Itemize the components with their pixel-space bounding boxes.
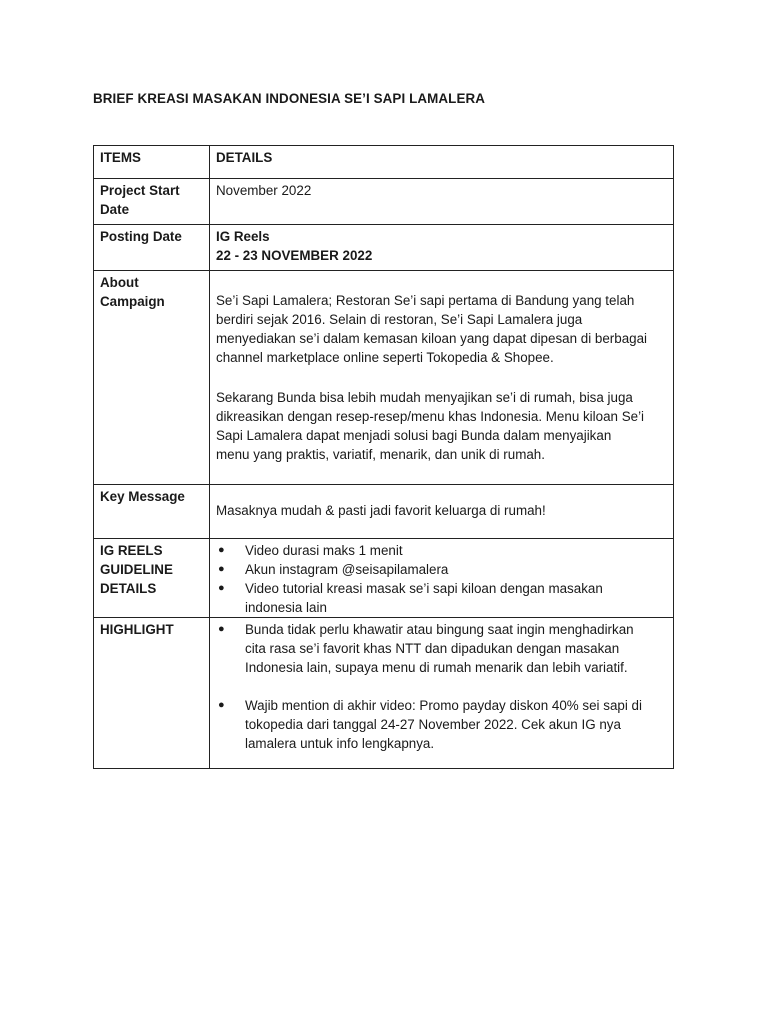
project-start-value: November 2022 xyxy=(210,179,674,225)
text-line: menyediakan se’i dalam kemasan kiloan yang dapat dipesan di berbagai xyxy=(216,331,648,346)
text-line: Se’i Sapi Lamalera; Restoran Se’i sapi pertama di Bandung yang telah xyxy=(216,293,635,308)
project-start-label-line2: Date xyxy=(100,202,130,217)
text-line: Sapi Lamalera dapat menjadi solusi bagi Bunda dalam menyajikan xyxy=(216,428,612,443)
bullet-icon: ● xyxy=(218,582,225,594)
highlight-label: HIGHLIGHT xyxy=(94,618,210,769)
about-campaign-paragraph-1 xyxy=(216,291,665,367)
text-line: channel marketplace online seperti Tokopedia & Shopee. xyxy=(216,350,554,365)
table-row-project-start xyxy=(94,179,674,225)
about-campaign-label-line2: Campaign xyxy=(100,294,165,309)
text-line: Indonesia lain, supaya menu di rumah menarik dan lebih variatif. xyxy=(245,660,628,675)
posting-date-line2: 22 - 23 NOVEMBER 2022 xyxy=(216,248,373,263)
text-line: menu yang praktis, variatif, menarik, dan unik di rumah. xyxy=(216,447,545,462)
table-row-guideline xyxy=(94,539,674,618)
list-item xyxy=(216,579,665,617)
guideline-value xyxy=(210,539,674,618)
list-item xyxy=(216,560,665,579)
text-line: tokopedia dari tanggal 24-27 November 2022. Cek akun IG nya xyxy=(245,717,621,732)
text-line: berdiri sejak 2016. Selain di restoran, Se’i Sapi Lamalera juga xyxy=(216,312,583,327)
text-line: Sekarang Bunda bisa lebih mudah menyajikan se’i di rumah, bisa juga xyxy=(216,390,633,405)
highlight-value xyxy=(210,618,674,769)
about-campaign-label-line1: About xyxy=(100,275,139,290)
bullet-icon: ● xyxy=(218,623,225,635)
list-item xyxy=(216,541,665,560)
about-campaign-paragraph-2 xyxy=(216,388,665,464)
text-line: Akun instagram @seisapilamalera xyxy=(245,562,449,577)
key-message-label: Key Message xyxy=(94,485,210,539)
guideline-label-line3: DETAILS xyxy=(100,581,157,596)
project-start-label-line1: Project Start xyxy=(100,183,180,198)
guideline-label xyxy=(94,539,210,618)
table-row-posting-date xyxy=(94,225,674,271)
posting-date-line1: IG Reels xyxy=(216,229,270,244)
document-title: BRIEF KREASI MASAKAN INDONESIA SE’I SAPI LAMALERA xyxy=(93,91,486,106)
text-line: Bunda tidak perlu khawatir atau bingung saat ingin menghadirkan xyxy=(245,622,634,637)
table-row-key-message xyxy=(94,485,674,539)
table-row-header xyxy=(94,146,674,179)
guideline-label-line1: IG REELS xyxy=(100,543,163,558)
text-line: cita rasa se’i favorit khas NTT dan dipadukan dengan masakan xyxy=(245,641,620,656)
text-line: Video tutorial kreasi masak se’i sapi kiloan dengan masakan xyxy=(245,581,603,596)
text-line: indonesia lain xyxy=(245,600,327,615)
about-campaign-label xyxy=(94,271,210,485)
about-campaign-value xyxy=(210,271,674,485)
table-row-about-campaign xyxy=(94,271,674,485)
text-line: dikreasikan dengan resep-resep/menu khas Indonesia. Menu kiloan Se’i xyxy=(216,409,645,424)
brief-table xyxy=(93,145,674,769)
guideline-list xyxy=(216,541,665,617)
project-start-label xyxy=(94,179,210,225)
header-details: DETAILS xyxy=(210,146,674,179)
list-item xyxy=(216,620,665,677)
posting-date-value xyxy=(210,225,674,271)
header-items: ITEMS xyxy=(94,146,210,179)
guideline-label-line2: GUIDELINE xyxy=(100,562,173,577)
bullet-icon: ● xyxy=(218,699,225,711)
bullet-icon: ● xyxy=(218,544,225,556)
text-line: lamalera untuk info lengkapnya. xyxy=(245,736,435,751)
table-row-highlight xyxy=(94,618,674,769)
text-line: Wajib mention di akhir video: Promo payday diskon 40% sei sapi di xyxy=(245,698,642,713)
posting-date-label: Posting Date xyxy=(94,225,210,271)
bullet-icon: ● xyxy=(218,563,225,575)
key-message-text: Masaknya mudah & pasti jadi favorit keluarga di rumah! xyxy=(216,503,546,518)
key-message-value xyxy=(210,485,674,539)
text-line: Video durasi maks 1 menit xyxy=(245,543,403,558)
highlight-list xyxy=(216,620,665,753)
list-item xyxy=(216,696,665,753)
